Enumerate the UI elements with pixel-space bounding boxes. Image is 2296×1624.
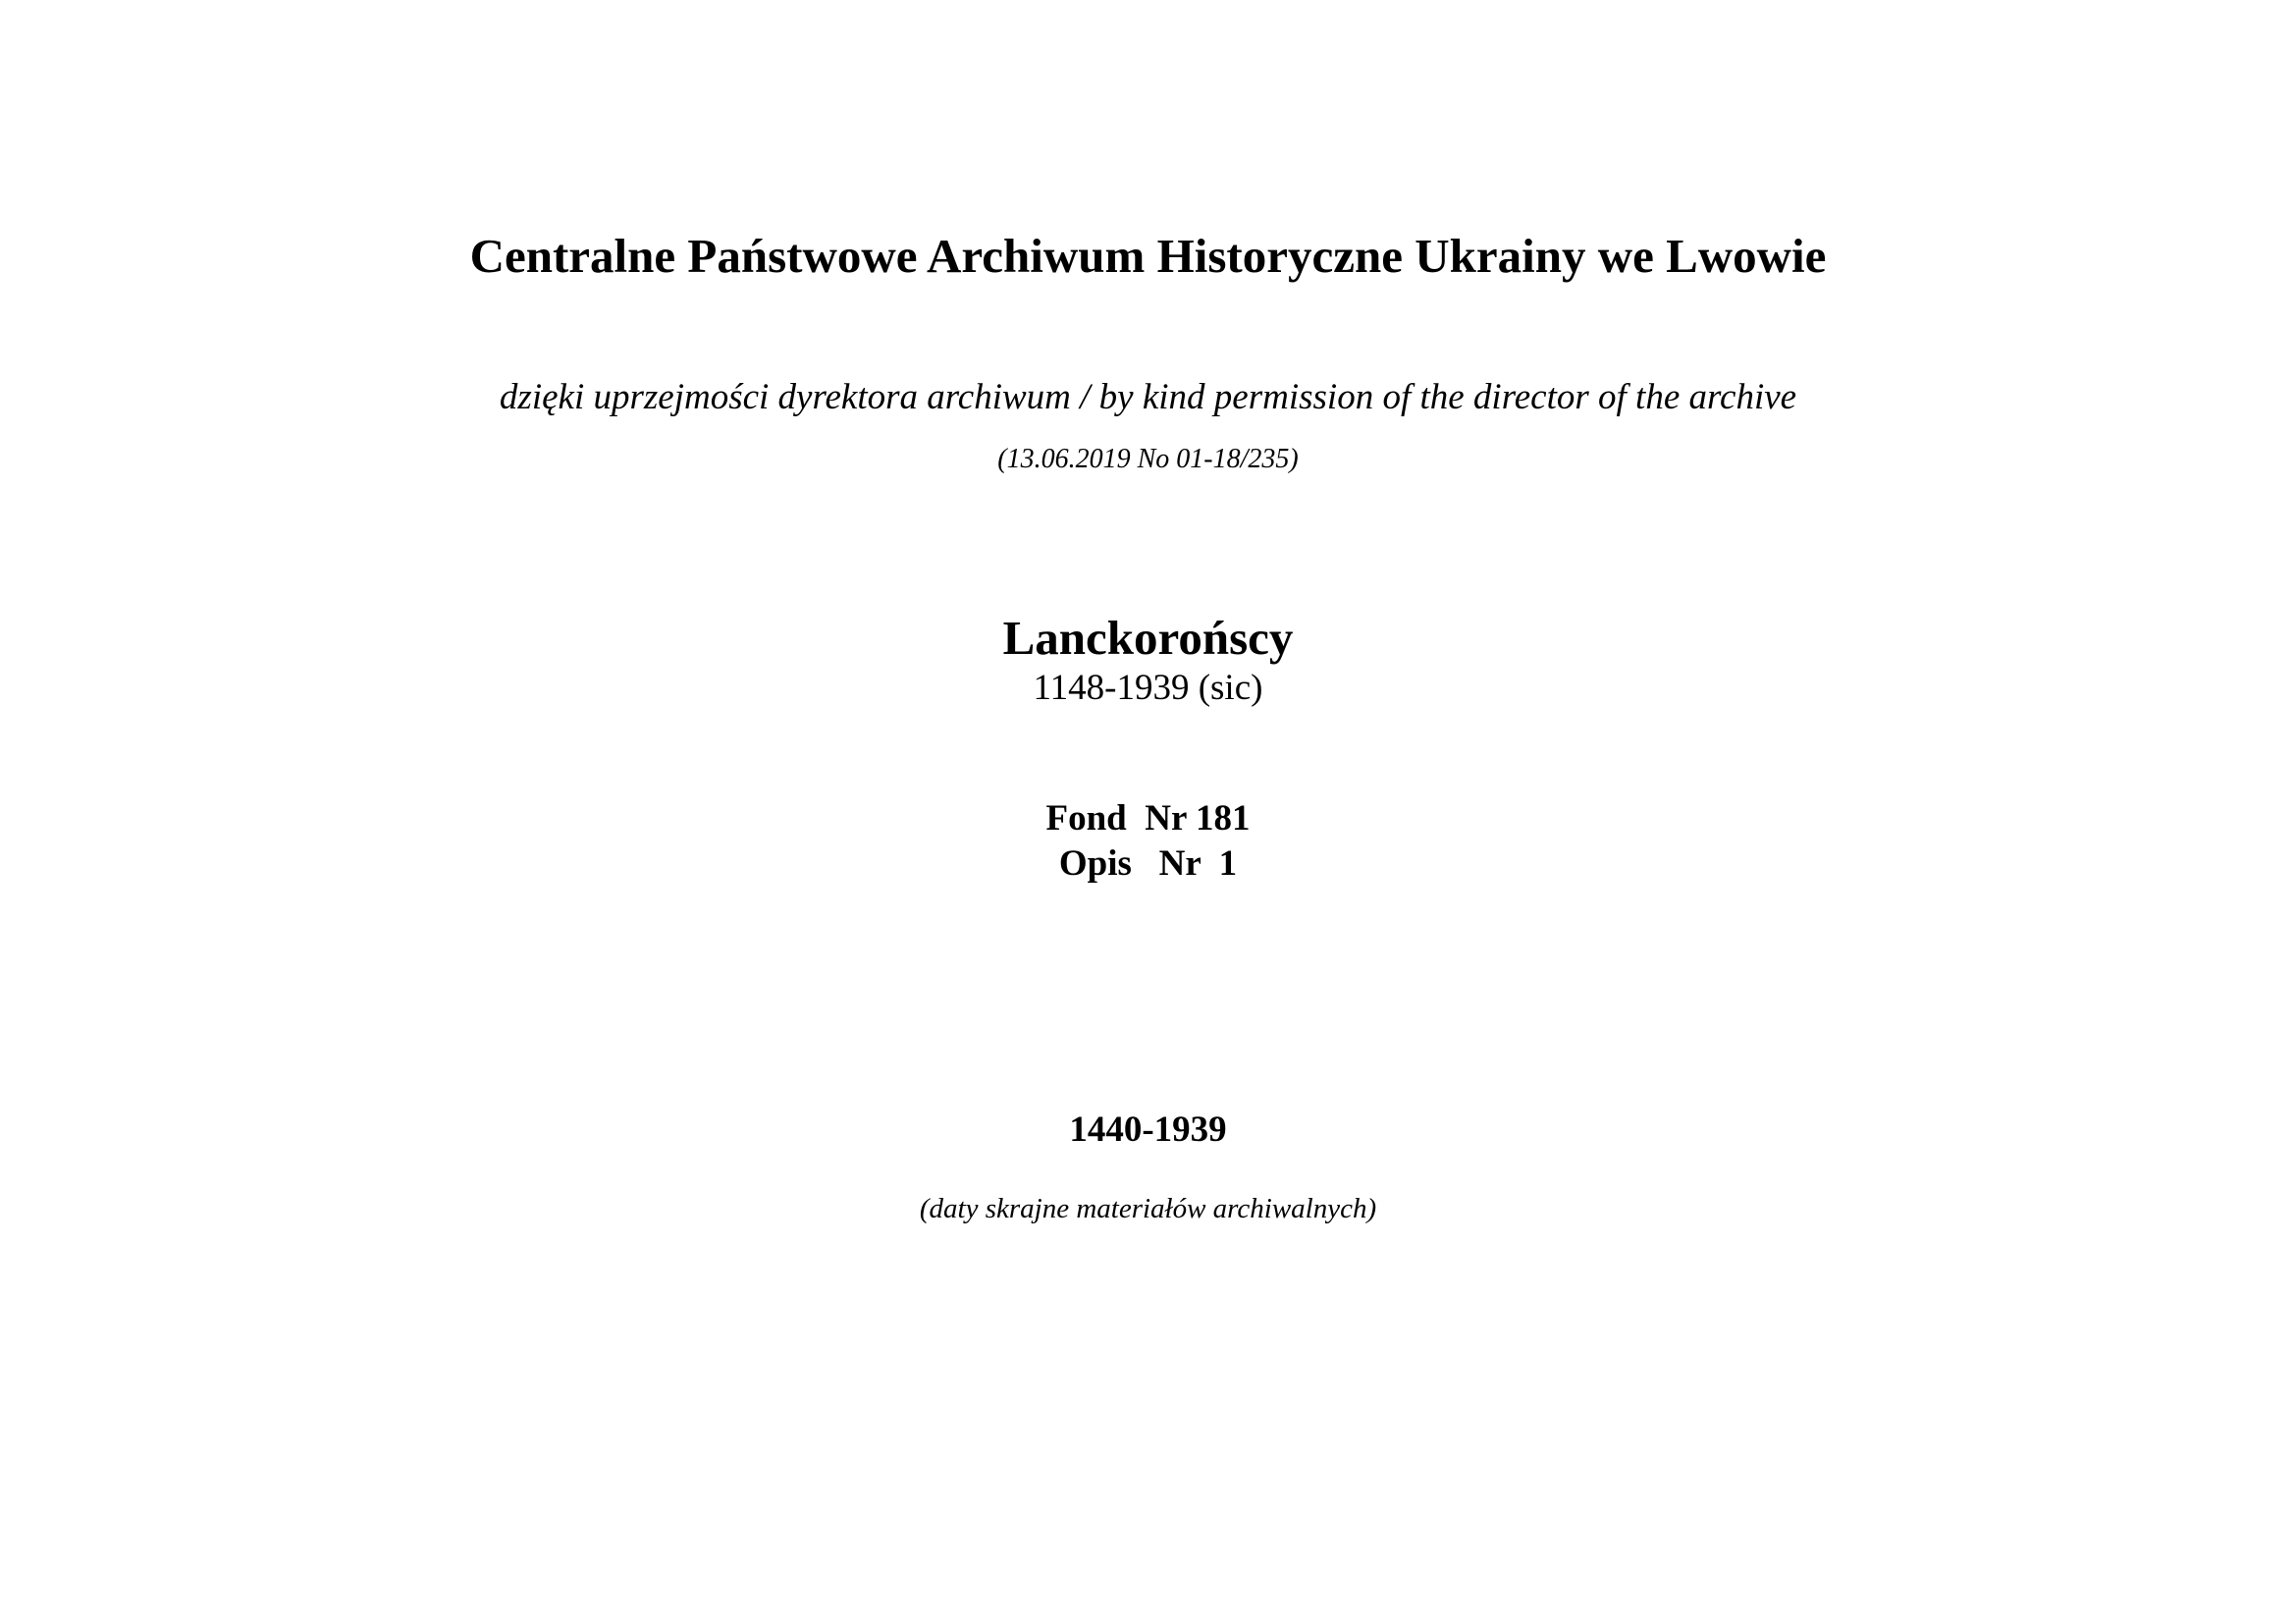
fond-dates: 1148-1939 (sic) (1033, 668, 1263, 708)
fond-name: Lanckorońscy (1002, 611, 1294, 665)
archive-title: Centralne Państwowe Archiwum Historyczne Ukrainy we Lwowie (469, 229, 1827, 283)
date-range: 1440-1939 (1069, 1110, 1227, 1150)
opis-number: Opis Nr 1 (1058, 843, 1238, 884)
permission-reference: (13.06.2019 No 01-18/235) (997, 444, 1299, 474)
permission-statement: dzięki uprzejmości dyrektora archiwum / by kind permission of the director of the archive (499, 377, 1797, 417)
date-range-note: (daty skrajne materiałów archiwalnych) (919, 1193, 1377, 1224)
fond-number: Fond Nr 181 (1045, 798, 1251, 839)
